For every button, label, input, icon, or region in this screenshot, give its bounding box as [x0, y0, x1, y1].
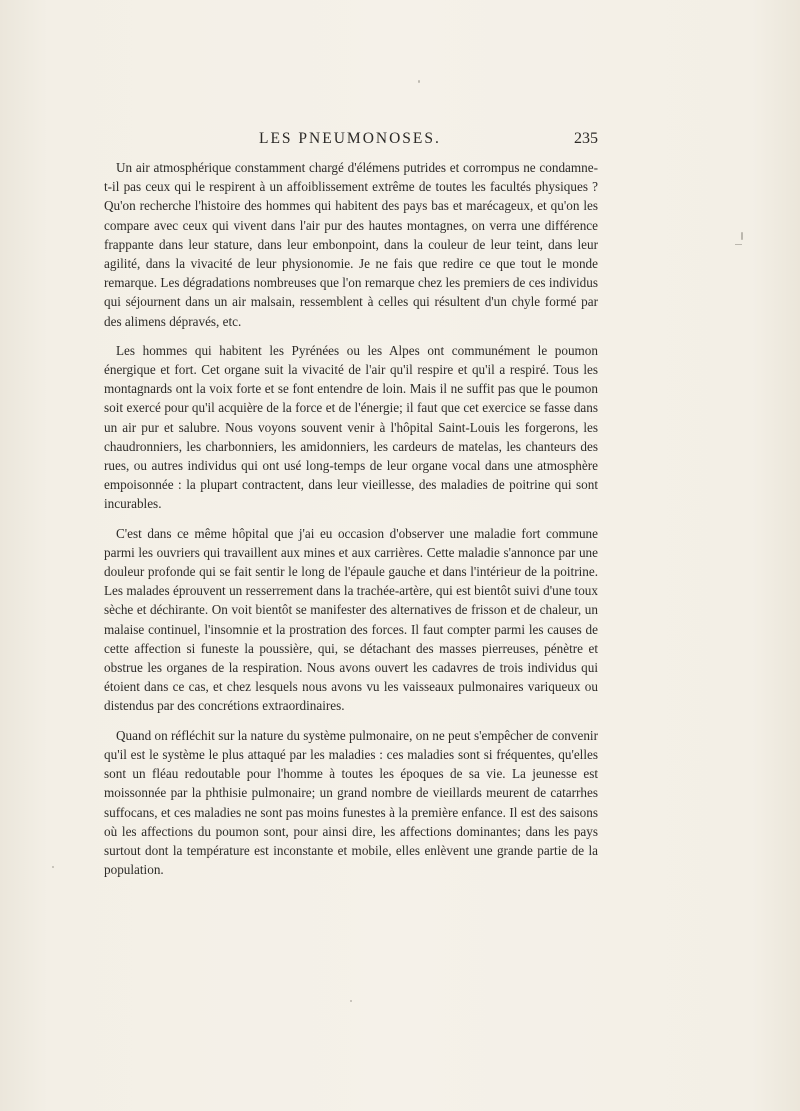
paragraph-2: Les hommes qui habitent les Pyrénées ou les Alpes ont communément le poumon énergique et fort. Cet organe suit la vivacité de l'air qu'il respire et qu'il a respiré. Tous les montagnards ont la voix forte et se font entendre de loin. Mais il ne suffit pas que le poumon soit exercé pour qu'il acquière de la force et de l'énergie; il faut que cet exercice se fasse dans un air pur et salubre. Nous voyons souvent venir à l'hôpital Saint-Louis les forgerons, les chaudronniers, les charbonniers, les amidonniers, les cardeurs de matelas, les chanteurs des rues, ou autres individus qui ont usé long-temps de leur organe vocal dans une atmosphère empoisonnée : la plupart contractent, dans leur vieillesse, des maladies de poitrine qui sont incurables.: [104, 342, 598, 512]
paper-speck: [418, 80, 420, 83]
body-text: [104, 158, 598, 889]
paragraph-3: C'est dans ce même hôpital que j'ai eu occasion d'observer une maladie fort commune parmi les ouvriers qui travaillent aux mines et aux carrières. Cette maladie s'annonce par une douleur profonde qui se fait sentir le long de l'épaule gauche et dans l'intérieur de la poitrine. Les malades éprouvent un resserrement dans la trachée-artère, qui est bientôt suivi d'une toux sèche et déchirante. On voit bientôt se manifester des alternatives de frisson et de chaleur, un malaise continuel, l'insomnie et la prostration des forces. Il faut compter parmi les causes de cette affection si funeste la poussière, qui, se détachant des masses pierreuses, pénètre et obstrue les organes de la respiration. Nous avons ouvert les cadavres de trois individus qui étoient dans ce cas, et chez lesquels nous avons vu les vaisseaux pulmonaires variqueux ou distendus par des concrétions extraordinaires.: [104, 525, 598, 714]
paper-speck: [350, 1000, 352, 1002]
paper-speck: [735, 244, 742, 245]
paragraph-1: Un air atmosphérique constamment chargé d'élémens putrides et corrompus ne condamne-t-il pas ceux qui le respirent à un affoiblissement extrême de toutes les facultés physiques ? Qu'on recherche l'histoire des hommes qui habitent des pays bas et marécageux, et qu'on les compare avec ceux qui vivent dans l'air pur des hautes montagnes, on verra une différence frappante dans leur stature, dans leur embonpoint, dans la couleur de leur teint, dans leur agilité, dans la vivacité de leur physionomie. Je ne fais que redire ce que tout le monde remarque. Les dégradations nombreuses que l'on remarque chez les premiers de ces individus qui séjournent dans un air malsain, ressemblent à celles qui résultent d'un chyle formé par des alimens dépravés, etc.: [104, 160, 598, 329]
running-title: LES PNEUMONOSES.: [259, 130, 441, 147]
running-head: [104, 130, 598, 152]
paper-speck: [52, 866, 54, 868]
paper-speck: [741, 232, 743, 240]
paragraph-4: Quand on réfléchit sur la nature du système pulmonaire, on ne peut s'empêcher de convenir qu'il est le système le plus attaqué par les maladies : ces maladies sont si fréquentes, qu'elles sont un fléau redoutable pour l'homme à toutes les époques de sa vie. La jeunesse est moissonnée par la phthisie pulmonaire; un grand nombre de vieillards meurent de catarrhes suffocans, et ces maladies ne sont pas moins funestes à la première enfance. Il est des saisons où les affections du poumon sont, pour ainsi dire, les affections dominantes; dans les pays surtout dont la température est inconstante et mobile, elles enlèvent une grande partie de la population.: [104, 727, 598, 878]
page-number: 235: [574, 130, 598, 147]
